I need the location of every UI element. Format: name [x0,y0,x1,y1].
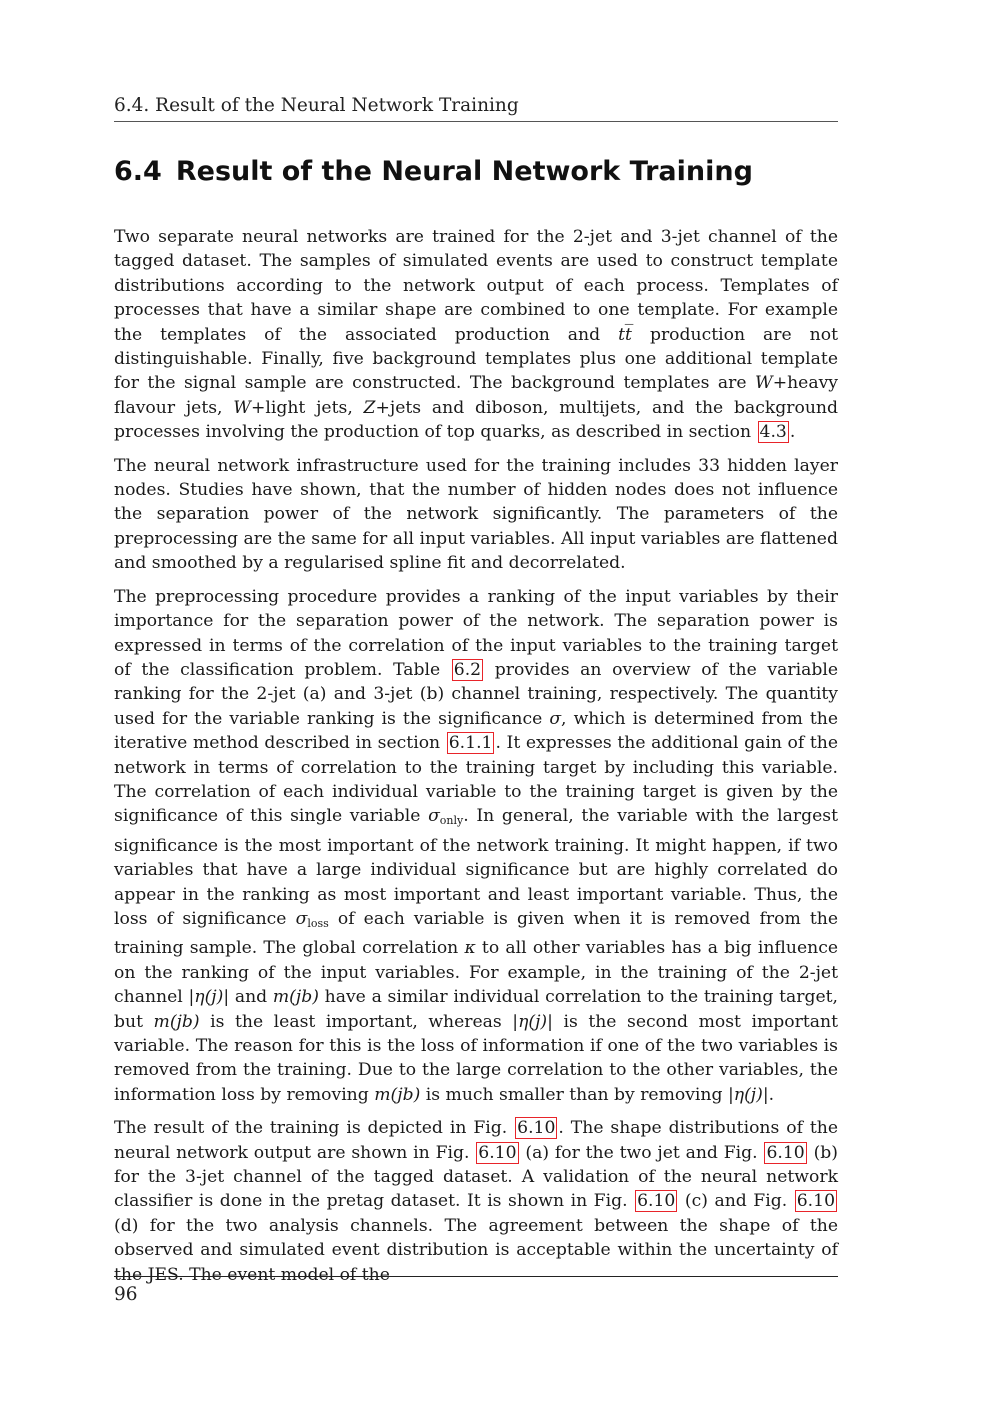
page-number: 96 [114,1284,138,1305]
paragraph-results [114,1116,838,1287]
text-run: is the second most important variable. The reason for this is the loss of information if one of the two variables is removed from the training. Due to the large correlation to the other variables, the information loss by removing [114,1011,838,1105]
text-run: (d) for the two analysis channels. The agreement between the shape of the observed and simulated event distribution is acceptable within the uncertainty of the JES. The event model of the [114,1215,838,1285]
figure-ref-link[interactable]: 6.10 [766,1142,805,1163]
text-run: The result of the training is depicted in Fig. [114,1118,515,1139]
text-run: +heavy flavour jets, [114,373,838,418]
figure-ref-link[interactable]: 6.10 [637,1191,676,1212]
footer-rule [114,1276,838,1277]
math-w: W [755,373,773,394]
text-run: (b) for the 3-jet channel of the tagged dataset. A validation of the neural network classifier is done in the pretag dataset. It is shown in Fig. [114,1142,838,1212]
math-eta-j: |η(j)| [188,987,230,1008]
figure-ref-link[interactable]: 6.10 [478,1142,517,1163]
text-run: of each variable is given when it is removed from the training sample. The global correlation [114,908,838,959]
figure-ref-link[interactable]: 6.10 [517,1118,556,1139]
section-number: 6.4 [114,156,162,187]
subscript-only: only [439,814,464,828]
text-run: (a) for the two jet and Fig. [519,1142,764,1163]
text-run: . In general, the variable with the largest significance is the most important of the network training. It might happen, if two variables that have a large individual significance but are highly correlated do appear in the ranking as most important and least important variable. Thus, the loss of significance [114,806,838,929]
section-ref-link[interactable]: 6.1.1 [448,733,493,754]
text-run: production are not distinguishable. Finally, five background templates plus one additional template for the signal sample are constructed. The background templates are [114,324,838,394]
table-ref-link[interactable]: 6.2 [453,659,482,680]
section-heading [114,152,753,192]
text-run: Two separate neural networks are trained for the 2-jet and 3-jet channel of the tagged dataset. The samples of simulated events are used to construct template distributions according to the network output of each process. Templates of processes that have a similar shape are combined to one template. For example the templates of the associated production and [114,227,838,345]
text-run: +light jets, [250,397,364,418]
text-run: , which is determined from the iterative method described in section [114,708,838,754]
running-header: 6.4. Result of the Neural Network Training [114,95,838,122]
text-run: (c) and Fig. [678,1191,794,1212]
math-ttbar: tt̅ [618,324,632,345]
text-run: +jets and diboson, multijets, and the background processes involving the production of top quarks, as described in section [114,397,838,443]
text-run: . It expresses the additional gain of the network in terms of correlation to the training target by including this variable. The correlation of each individual variable to the training target is given by the significance of this single variable [114,733,838,827]
text-run: is much smaller than by removing [420,1084,728,1105]
text-run: is the least important, whereas [199,1011,513,1032]
math-eta-j: |η(j)| [727,1084,769,1105]
figure-ref-link[interactable]: 6.10 [796,1191,836,1212]
subscript-loss: loss [307,916,329,930]
text-run: . [768,1084,775,1105]
text-run: . [789,422,796,443]
text-run: and [229,987,273,1008]
math-m-jb: m(jb) [374,1084,421,1105]
math-sigma-only: σ [428,806,440,827]
section-ref-link[interactable]: 4.3 [759,422,787,443]
paragraph-ranking [114,585,838,1108]
body-text [114,225,838,1287]
math-w: W [233,397,251,418]
math-kappa: κ [464,938,476,959]
text-run: have a similar individual correlation to the training target, but [114,987,838,1032]
math-m-jb: m(jb) [272,987,319,1008]
math-z: Z [363,397,376,418]
paragraph-templates [114,225,838,445]
paragraph-infrastructure: The neural network infrastructure used for the training includes 33 hidden layer nodes. Studies have shown, that the number of hidden nodes does not influence the separation power of the network significantly. The parameters of the preprocessing are the same for all input variables. All input variables are flattened and smoothed by a regularised spline fit and decorrelated. [114,455,838,574]
text-run: . The shape distributions of the neural network output are shown in Fig. [114,1118,838,1163]
text-run: provides an overview of the variable ranking for the 2-jet (a) and 3-jet (b) channel training, respectively. The quantity used for the variable ranking is the significance [114,659,838,729]
math-sigma: σ [549,708,562,729]
math-m-jb: m(jb) [153,1011,200,1032]
text-run: to all other variables has a big influence on the ranking of the input variables. For example, in the training of the 2-jet channel [114,938,838,1008]
section-title: Result of the Neural Network Training [175,156,753,187]
math-eta-j: |η(j)| [512,1011,553,1032]
text-run: The preprocessing procedure provides a ranking of the input variables by their importance for the separation power of the network. The separation power is expressed in terms of the correlation of the input variables to the training target of the classification problem. Table [114,586,838,680]
math-sigma-loss: σ [295,908,308,929]
